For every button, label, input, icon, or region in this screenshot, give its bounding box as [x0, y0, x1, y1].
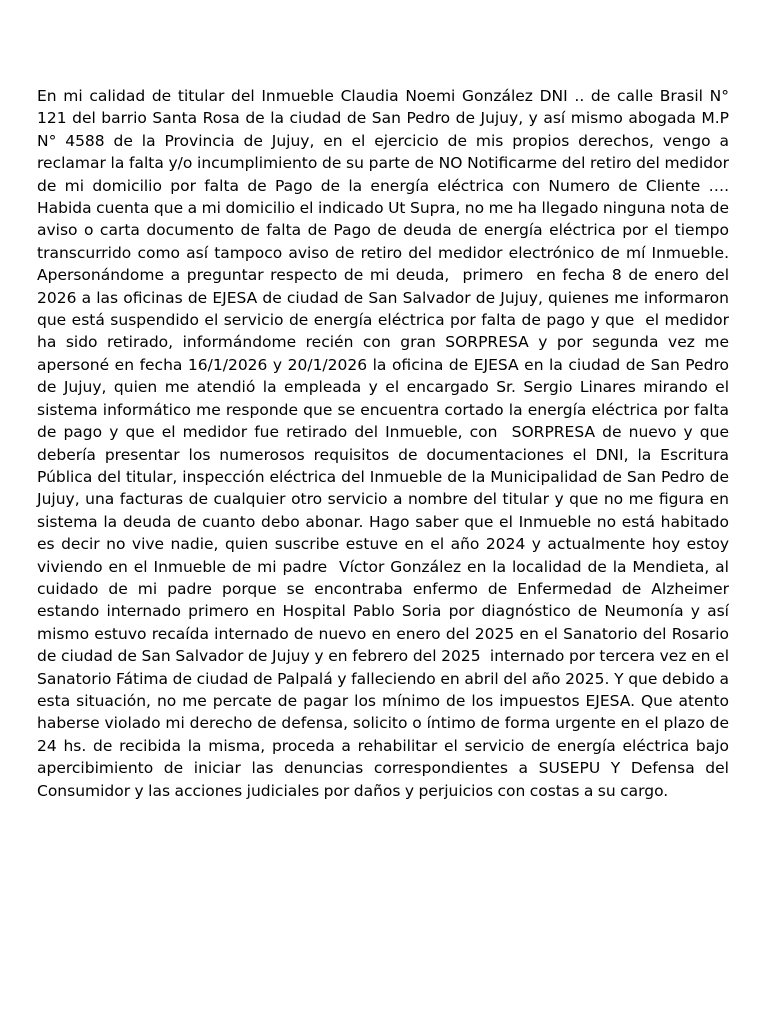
body-paragraph: En mi calidad de titular del Inmueble Claudia Noemi González DNI .. de calle Brasil N° 121 del barrio Santa Rosa de la ciudad de San Pedro de Jujuy, y así mismo abogada M.P N° 4588 de la Provincia de Jujuy, en el ejercicio de mis propios derechos, vengo a reclamar la falta y/o incumplimiento de su parte de NO Notificarme del retiro del medidor de mi domicilio por falta de Pago de la energía eléctrica con Numero de Cliente …. Habida cuenta que a mi domicilio el indicado Ut Supra, no me ha llegado ninguna nota de aviso o carta documento de falta de Pago de deuda de energía eléctrica por el tiempo transcurrido como así tampoco aviso de retiro del medidor electrónico de mí Inmueble. Apersonándome a preguntar respecto de mi deuda, primero en fecha 8 de enero del 2026 a las oficinas de EJESA de ciudad de San Salvador de Jujuy, quienes me informaron que está suspendido el servicio de energía eléctrica por falta de pago y que el medidor ha sido retirado, informándome recién con gran SORPRESA y por segunda vez me apersoné en fecha 16/1/2026 y 20/1/2026 la oficina de EJESA en la ciudad de San Pedro de Jujuy, quien me atendió la empleada y el encargado Sr. Sergio Linares mirando el sistema informático me responde que se encuentra cortado la energía eléctrica por falta de pago y que el medidor fue retirado del Inmueble, con SORPRESA de nuevo y que debería presentar los numerosos requisitos de documentaciones el DNI, la Escritura Pública del titular, inspección eléctrica del Inmueble de la Municipalidad de San Pedro de Jujuy, una facturas de cualquier otro servicio a nombre del titular y que no me figura en sistema la deuda de cuanto debo abonar. Hago saber que el Inmueble no está habitado es decir no vive nadie, quien suscribe estuve en el año 2024 y actualmente hoy estoy viviendo en el Inmueble de mi padre Víctor González en la localidad de la Mendieta, al cuidado de mi padre porque se encontraba enfermo de Enfermedad de Alzheimer estando internado primero en Hospital Pablo Soria por diagnóstico de Neumonía y así mismo estuvo recaída internado de nuevo en enero del 2025 en el Sanatorio del Rosario de ciudad de San Salvador de Jujuy y en febrero del 2025 internado por tercera vez en el Sanatorio Fátima de ciudad de Palpalá y falleciendo en abril del año 2025. Y que debido a esta situación, no me percate de pagar los mínimo de los impuestos EJESA. Que atento haberse violado mi derecho de defensa, solicito o íntimo de forma urgente en el plazo de 24 hs. de recibida la misma, proceda a rehabilitar el servicio de energía eléctrica bajo apercibimiento de iniciar las denuncias correspondientes a SUSEPU Y Defensa del Consumidor y las acciones judiciales por daños y perjuicios con costas a su cargo.: [37, 87, 734, 800]
